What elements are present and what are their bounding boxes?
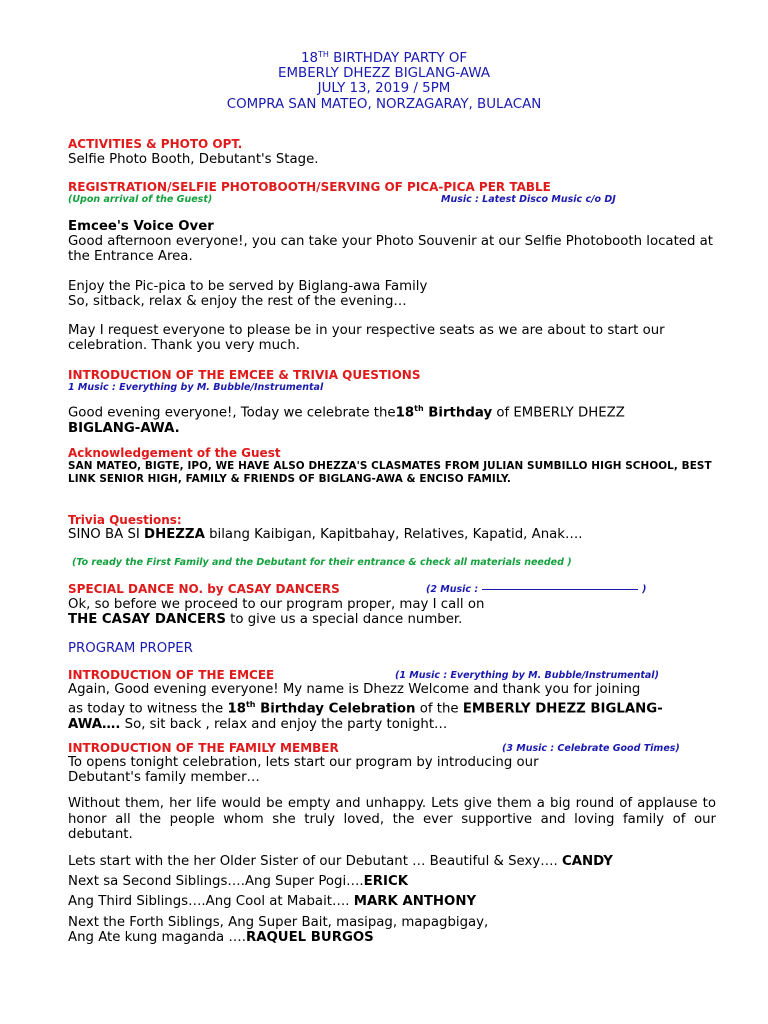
registration-section xyxy=(68,180,716,206)
acknowledgement-text: SAN MATEO, BIGTE, IPO, WE HAVE ALSO DHEZZA'S CLASMATES FROM JULIAN SUMBILLO HIGH SCHOOL, BEST LINK SENIOR HIGH, FAMILY & FRIENDS OF BIGLANG-AWA & ENCISO FAMILY. xyxy=(68,460,712,485)
intro-emcee-l1: Again, Good evening everyone! My name is Dhezz Welcome and thank you for joining xyxy=(68,682,641,697)
intro-family-p2: Without them, her life would be empty and unhappy. Lets give them a big round of applause to honor all the people whom she truly loved, the ever supportive and loving family of our debutant. xyxy=(68,796,716,842)
program-proper-heading: PROGRAM PROPER xyxy=(68,641,193,656)
intro-trivia-name: BIGLANG-AWA. xyxy=(68,420,180,436)
intro-emcee-heading: INTRODUCTION OF THE EMCEE xyxy=(68,668,275,682)
intro-trivia-heading: INTRODUCTION OF THE EMCEE & TRIVIA QUESTIONS xyxy=(68,368,421,382)
intro-family-heading: INTRODUCTION OF THE FAMILY MEMBER xyxy=(68,741,339,755)
intro-family-l1: To opens tonight celebration, lets start our program by introducing our xyxy=(68,755,539,770)
emcee-voice-p1: Good afternoon everyone!, you can take your Photo Souvenir at our Selfie Photobooth located at the Entrance Area. xyxy=(68,234,713,265)
music-blank-line xyxy=(482,589,638,590)
acknowledgement-section xyxy=(68,446,716,485)
intro-family-section xyxy=(68,741,716,945)
activities-heading: ACTIVITIES & PHOTO OPT. xyxy=(68,137,243,151)
title-line-4: COMPRA SAN MATEO, NORZAGARAY, BULACAN xyxy=(226,96,542,112)
registration-heading: REGISTRATION/SELFIE PHOTOBOOTH/SERVING OF PICA-PICA PER TABLE xyxy=(68,180,551,194)
emcee-voice-heading: Emcee's Voice Over xyxy=(68,219,214,234)
special-dance-music: (2 Music : ) xyxy=(426,584,647,595)
trivia-section xyxy=(68,513,716,542)
acknowledgement-heading: Acknowledgement of the Guest xyxy=(68,446,281,460)
trivia-heading: Trivia Questions: xyxy=(68,513,182,527)
ready-note: (To ready the First Family and the Debutant for their entrance & check all materials needed ) xyxy=(72,557,572,568)
sibling-4-line1: Next the Forth Siblings, Ang Super Bait, masipag, mapagbigay, xyxy=(68,914,489,930)
special-dance-line1: Ok, so before we proceed to our program proper, may I call on xyxy=(68,597,485,612)
sibling-3: Ang Third Siblings….Ang Cool at Mabait…. MARK ANTHONY xyxy=(68,894,477,910)
special-dance-section xyxy=(68,582,716,627)
special-dance-line2: THE CASAY DANCERS to give us a special dance number. xyxy=(68,612,463,628)
intro-family-l2: Debutant's family member… xyxy=(68,770,260,786)
registration-note: (Upon arrival of the Guest) xyxy=(68,194,213,205)
registration-music: Music : Latest Disco Music c/o DJ xyxy=(441,194,616,205)
activities-text: Selfie Photo Booth, Debutant's Stage. xyxy=(68,152,319,167)
sibling-2: Next sa Second Siblings….Ang Super Pogi….ERICK xyxy=(68,874,409,890)
emcee-voice-p2a: Enjoy the Pic-pica to be served by Biglang-awa Family xyxy=(68,278,428,294)
title-line-2: EMBERLY DHEZZ BIGLANG-AWA xyxy=(278,66,490,82)
emcee-voice-section xyxy=(68,219,716,353)
sibling-4-line2: Ang Ate kung maganda ….RAQUEL BURGOS xyxy=(68,929,374,945)
intro-emcee-section xyxy=(68,668,716,732)
emcee-voice-p3: May I request everyone to please be in your respective seats as we are about to start our celebration. Thank you very much. xyxy=(68,323,665,354)
emcee-voice-p2b: So, sitback, relax & enjoy the rest of the evening… xyxy=(68,293,407,309)
intro-family-music: (3 Music : Celebrate Good Times) xyxy=(502,743,680,754)
intro-emcee-music: (1 Music : Everything by M. Bubble/Instrumental) xyxy=(395,670,659,681)
intro-trivia-music: 1 Music : Everything by M. Bubble/Instrumental xyxy=(68,382,324,393)
activities-section xyxy=(68,137,716,167)
intro-trivia-text: Good evening everyone!, Today we celebrate the18th Birthday of EMBERLY DHEZZ xyxy=(68,404,625,421)
title-line-3: JULY 13, 2019 / 5PM xyxy=(317,81,451,97)
sibling-1: Lets start with the her Older Sister of our Debutant … Beautiful & Sexy…. CANDY xyxy=(68,854,613,870)
title-line-1: 18TH BIRTHDAY PARTY OF xyxy=(300,50,468,66)
intro-emcee-l3: AWA…. So, sit back , relax and enjoy the party tonight… xyxy=(68,716,448,732)
intro-emcee-l2: as today to witness the 18th Birthday Celebration of the EMBERLY DHEZZ BIGLANG- xyxy=(68,700,663,717)
intro-trivia-section xyxy=(68,368,716,436)
document-title xyxy=(0,51,768,112)
trivia-text: SINO BA SI DHEZZA bilang Kaibigan, Kapitbahay, Relatives, Kapatid, Anak…. xyxy=(68,527,583,542)
special-dance-heading: SPECIAL DANCE NO. by CASAY DANCERS xyxy=(68,582,340,596)
